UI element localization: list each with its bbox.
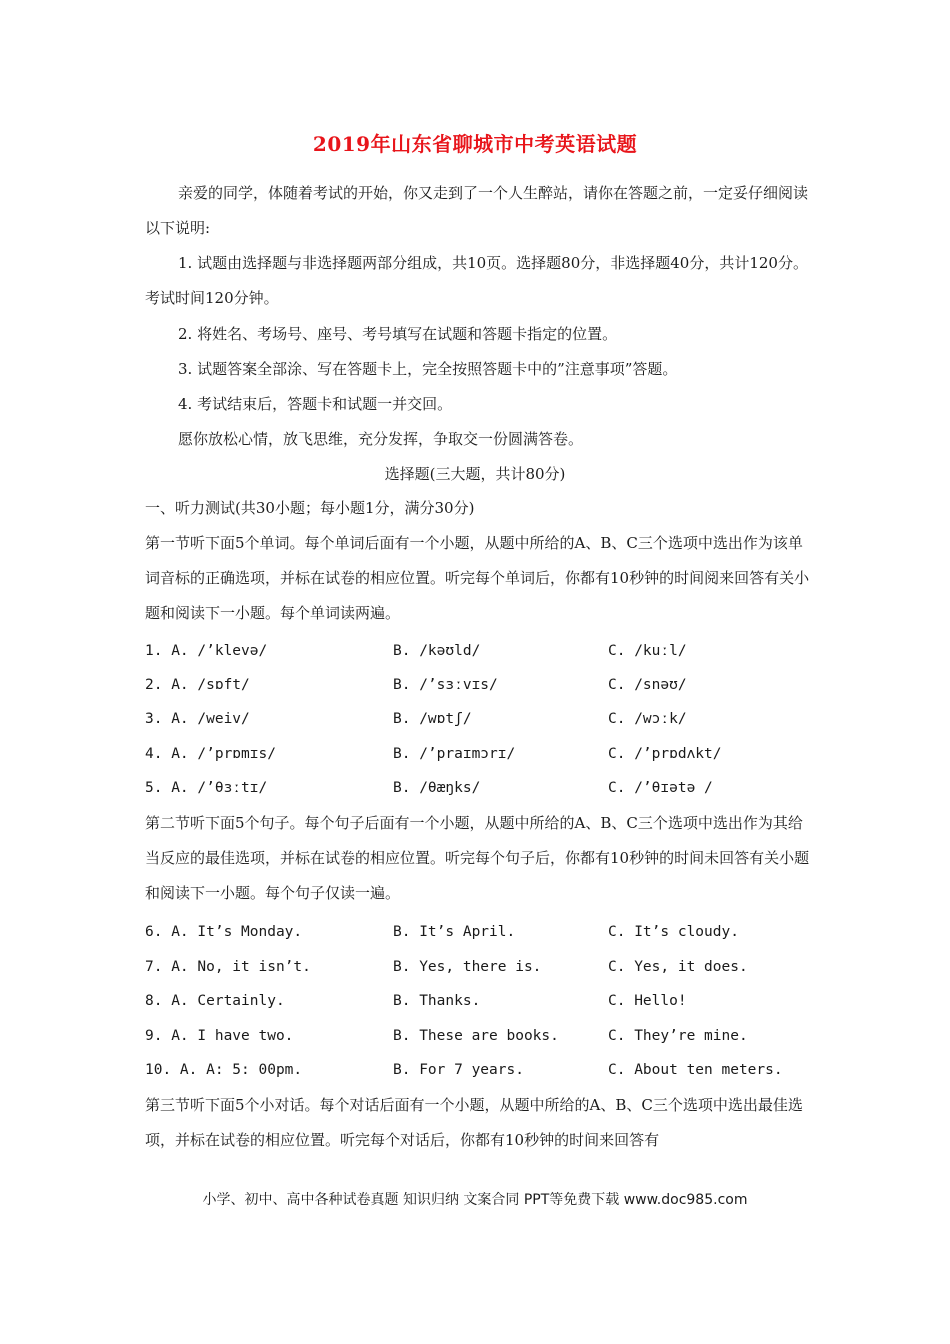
option-b: B. These are books. — [393, 1028, 559, 1044]
option-b: B. Yes, there is. — [393, 959, 542, 975]
wish-line: 愿你放松心情，放飞思维，充分发挥，争取交一份圆满答卷。 — [178, 430, 584, 448]
note-2: 2. 将姓名、考场号、座号、考号填写在试题和答题卡指定的位置。 — [178, 325, 618, 343]
option-b: B. /kəʊld/ — [393, 643, 481, 659]
option-c: C. /’θɪətə / — [608, 780, 713, 796]
question-row — [145, 702, 810, 737]
note-4: 4. 考试结束后，答题卡和试题一并交回。 — [178, 395, 453, 413]
option-b: B. For 7 years. — [393, 1062, 524, 1078]
option-c: C. /’prɒdʌkt/ — [608, 746, 722, 762]
option-b: B. /’sɜːvɪs/ — [393, 677, 498, 693]
exam-title: 2019年山东省聊城市中考英语试题 — [312, 132, 638, 156]
part1-heading: 一、听力测试(共30小题；每小题1分，满分30分) — [145, 499, 475, 517]
option-c: C. /snəʊ/ — [608, 677, 687, 693]
section2-instruction: 第二节听下面5个句子。每个句子后面有一个小题，从题中所给的A、B、C三个选项中选出作为其给当反应的最佳选项，并标在试卷的相应位置。听完每个句子后，你都有10秒钟的时间未回答有关小题和阅读下一小题。每个句子仅读一遍。 — [145, 814, 810, 902]
page-footer: 小学、初中、高中各种试卷真题 知识归纳 文案合同 PPT等免费下载 www.doc985.com — [202, 1192, 748, 1208]
section3-instruction: 第三节听下面5个小对话。每个对话后面有一个小题，从题中所给的A、B、C三个选项中选出最佳选项，并标在试卷的相应位置。听完每个对话后，你都有10秒钟的时间来回答有 — [145, 1096, 803, 1149]
question-row — [145, 915, 810, 950]
option-c: C. /wɔːk/ — [608, 711, 687, 727]
option-a: 7. A. No, it isn’t. — [145, 959, 311, 975]
option-a: 2. A. /sɒft/ — [145, 677, 250, 693]
option-a: 1. A. /’klevə/ — [145, 643, 268, 659]
section1-instruction: 第一节听下面5个单词。每个单词后面有一个小题，从题中所给的A、B、C三个选项中选出作为该单词音标的正确选项，并标在试卷的相应位置。听完每个单词后，你都有10秒钟的时间阅来回答有关小题和阅读下一小题。每个单词读两遍。 — [145, 534, 810, 622]
option-a: 9. A. I have two. — [145, 1028, 294, 1044]
option-a: 3. A. /weiv/ — [145, 711, 250, 727]
option-c: C. /kuːl/ — [608, 643, 687, 659]
option-a: 6. A. It’s Monday. — [145, 924, 303, 940]
question-row — [145, 771, 810, 806]
option-b: B. Thanks. — [393, 993, 481, 1009]
option-a: 5. A. /’θɜːtɪ/ — [145, 780, 268, 796]
option-a: 10. A. A: 5: 00pm. — [145, 1062, 303, 1078]
question-row — [145, 737, 810, 772]
option-c: C. It’s cloudy. — [608, 924, 739, 940]
question-row — [145, 1019, 810, 1054]
option-c: C. Hello! — [608, 993, 687, 1009]
option-c: C. About ten meters. — [608, 1062, 783, 1078]
section-heading: 选择题(三大题，共计80分) — [384, 465, 566, 483]
question-row — [145, 950, 810, 985]
question-row — [145, 634, 810, 669]
intro-paragraph: 亲爱的同学，体随着考试的开始，你又走到了一个人生醉站，请你在答题之前，一定妥仔细阅读以下说明: — [145, 184, 809, 237]
option-a: 4. A. /’prɒmɪs/ — [145, 746, 276, 762]
question-row — [145, 668, 810, 703]
note-1: 1. 试题由选择题与非选择题两部分组成，共10页。选择题80分，非选择题40分，共计120分。考试时间120分钟。 — [145, 254, 808, 307]
option-c: C. Yes, it does. — [608, 959, 748, 975]
option-b: B. It’s April. — [393, 924, 516, 940]
note-3: 3. 试题答案全部涂、写在答题卡上，完全按照答题卡中的”注意事项”答题。 — [178, 360, 678, 378]
question-row — [145, 984, 810, 1019]
option-b: B. /wɒtʃ/ — [393, 711, 472, 727]
option-a: 8. A. Certainly. — [145, 993, 285, 1009]
question-row — [145, 1053, 810, 1088]
option-b: B. /’praɪmɔrɪ/ — [393, 746, 516, 762]
option-b: B. /θæŋks/ — [393, 780, 481, 796]
option-c: C. They’re mine. — [608, 1028, 748, 1044]
